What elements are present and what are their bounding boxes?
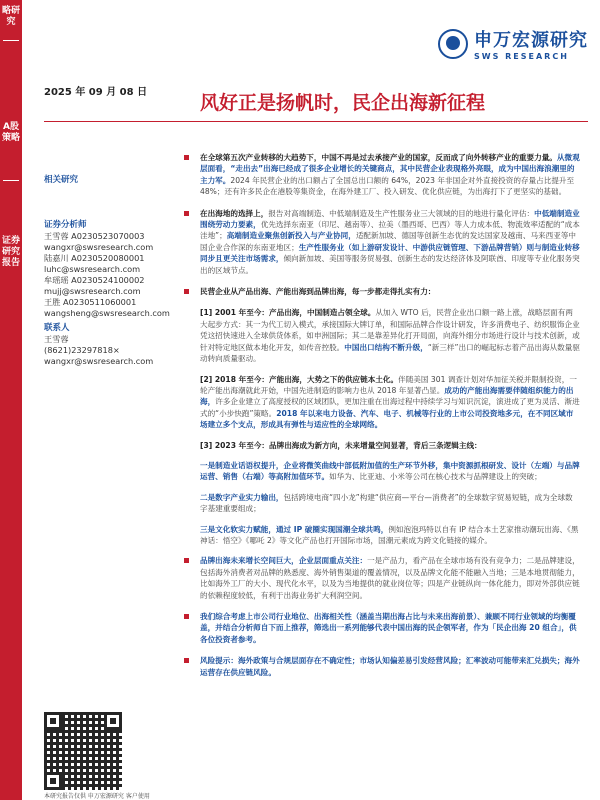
summary-subparagraph: 三是文化软实力赋能，通过 IP 破圈实现国潮全球共鸣，例如泡泡玛特以自有 IP 结合本土艺家推动潮玩出海、《黑神话：悟空》《哪吒 2》等文化产品也打开国际市场，国潮元素成为跨文化链接的媒介。 — [200, 524, 579, 545]
side-label-1: 略研究 — [1, 6, 20, 27]
summary-subparagraph: 二是数字产业实力输出，包括跨境电商“四小龙”构建“供应商—平台—消费者”的全球数字贸易短链，成为全球数字基建重要组成； — [200, 492, 573, 514]
report-summary — [200, 152, 580, 688]
bullet-icon — [184, 211, 189, 216]
analyst-email[interactable]: wangsheng@swsresearch.com — [44, 308, 170, 318]
bullet-icon — [184, 155, 189, 160]
summary-paragraph: 在出海地的选择上，报告对高端制造、中低端制造及生产性服务业三大领域的目的地进行量化评估：中低端制造业围绕劳动力要素，优先选择东南亚（印尼、越南等）、拉美（墨西哥、巴西）等人力成本低、物流效率适配的“成本洼地”；高端制造业聚焦创新投入与产业协同，适配新加坡、德国等创新生态优的发达国家及越南、马来西亚等中国企业合作深的东南亚地区；生产性服务业（如上游研发设计、中游供应链管理、下游品牌营销）则与制造业转移同步且更关注市场需求，倾向新加坡、美国等服务贸易强、创新生态的发达经济体及阿联酋、印度等专业化服务突出的区域节点。 — [200, 208, 580, 276]
side-divider — [3, 180, 19, 181]
contact-email[interactable]: wangxr@swsresearch.com — [44, 356, 154, 366]
related-research-title: 相关研究 — [44, 175, 79, 185]
bullet-icon — [184, 289, 189, 294]
qr-code[interactable] — [44, 712, 122, 790]
analyst-email[interactable]: luhc@swsresearch.com — [44, 264, 141, 274]
bullet-icon — [184, 658, 189, 663]
title-divider — [44, 121, 588, 122]
analyst-email[interactable]: wangxr@swsresearch.com — [44, 242, 154, 252]
qr-caption: 本研究报告仅供 申万宏源研究 客户使用 — [44, 793, 150, 800]
brand-name-en: SWS RESEARCH — [474, 52, 569, 61]
bullet-icon — [184, 558, 189, 563]
summary-paragraph: 品牌出海未来增长空间巨大，企业层面重点关注：一是产品力，看产品在全球市场有没有竞争力；二是品牌建设，包括海外消费者对品牌的熟悉度、海外销售渠道的覆盖情况，以及品牌文化能不能融入当地；三是本地贯彻能力，比如海外工厂的大小、现代化水平，以及为当地提供的就业岗位等；四是产业链纵向一体化能力，即对外部供应链的依赖程度较低，有利于出海业务扩大利润空间。 — [200, 555, 580, 601]
report-date: 2025 年 09 月 08 日 — [44, 87, 148, 98]
summary-paragraph: 在全球第五次产业转移的大趋势下，中国不再是过去承接产业的国家，反而成了向外转移产业的重要力量。从微观层面看，“走出去”出海已经成了很多企业增长的关键商点，其中民营企业表现格外亮眼，成为中国出海浪潮里的主力军。2024 年民营企业的出口额占了全国总出口额的 64%，2023 年非国企对外直接投资的存量占比提升至 48%；还有许多民企在港股等集资金，在海外建工厂、投入研发、优化供应链，为出海打下了更坚实的基础。 — [200, 152, 580, 198]
summary-paragraph: 我们综合考虑上市公司行业地位、出海相关性（涵盖当期出海占比与未来出海前景）、兼顾不同行业领域的均衡覆盖，并结合分析师自下而上推荐，筛选出一系列能够代表中国出海的民企领军者，作为「民企出海 20 组合」，供各位投资者参考。 — [200, 611, 580, 645]
logo-icon — [438, 29, 468, 59]
contact-line: (8621)23297818× — [44, 345, 120, 355]
report-title: 风好正是扬帆时，民企出海新征程 — [200, 92, 486, 114]
side-label-3: 证券研究报告 — [1, 236, 20, 268]
brand-logo — [438, 26, 588, 61]
analyst-line: 王胜 A0230511060001 — [44, 297, 137, 307]
contact-title: 联系人 — [44, 323, 70, 333]
brand-name-cn: 申万宏源研究 — [474, 30, 588, 51]
side-label-2: A股策略 — [1, 122, 20, 143]
risk-paragraph: 风险提示：海外政策与合规层面存在不确定性；市场认知偏差易引发经营风险；汇率波动可能带来汇兑损失；海外运营存在供应链风险。 — [200, 655, 580, 678]
summary-subparagraph: [2] 2018 年至今：产能出海，大势之下的供应链本土化。伴随美国 301 调查计划对华加征关税并限制投资，一轮产能出海潮就此开始，中国先进制造的影响力也从 2018 年显著凸显。成功的产能出海需要伴随组织能力的出海，许多企业建立了高度授权的区域团队，更加注重在出海过程中持续学习与知识沉淀，演进成了更为灵活、渐进式的“小步快跑”策略。2018 年以来电力设备、汽车、电子、机械等行业的上市公司投资地多元，在不同区域市场建立多个支点，形成具有弹性与适应性的全球网络。 — [200, 374, 580, 430]
summary-subparagraph: [1] 2001 年至今：产品出海，中国制造占领全球。从加入 WTO 后，民营企业出口额一路上涨，战略层面有两大起步方式：其一为代工切入模式，承接国际大牌订单，和国际品牌合作设计研发，许多消费电子、纺织服饰企业凭这招快速进入全球供货体系，如申洲国际；其二是靠差异化打开局面，向海外细分市场进行设计与技术创新，或针对特定地区做本地化开发，如传音控股。中国出口结构不断升级，“新三样”出口的崛起标志着产品出海从数量驱动转向质量驱动。 — [200, 308, 580, 364]
left-column — [44, 175, 194, 367]
summary-paragraph: 民营企业从产品出海、产能出海到品牌出海，每一步都走得扎实有力： — [200, 286, 580, 297]
analyst-email[interactable]: mujj@swsresearch.com — [44, 286, 141, 296]
analyst-line: 牟瑶瑶 A0230524100002 — [44, 275, 145, 285]
qr-finder — [104, 712, 122, 730]
qr-finder — [44, 712, 62, 730]
qr-finder — [44, 772, 62, 790]
summary-subparagraph: 一是制造业话语权提升，企业将微笑曲线中部低附加值的生产环节外移，集中资源抓根研发、设计（左端）与品牌运营、销售（右端）等高附加值环节。如华为、比亚迪、小米等公司在核心技术与品牌建设上的突破； — [200, 460, 580, 482]
summary-subparagraph: [3] 2023 年至今：品牌出海成为新方向，未来增量空间显著，背后三条逻辑主线： — [200, 440, 482, 450]
contact-line: 王雪蓉 — [44, 334, 69, 344]
analysts-title: 证券分析师 — [44, 220, 87, 230]
side-banner — [0, 0, 22, 800]
side-divider — [3, 40, 19, 41]
analyst-line: 陆嘉川 A0230520080001 — [44, 253, 145, 263]
analyst-line: 王雪蓉 A0230523070003 — [44, 231, 145, 241]
bullet-icon — [184, 614, 189, 619]
